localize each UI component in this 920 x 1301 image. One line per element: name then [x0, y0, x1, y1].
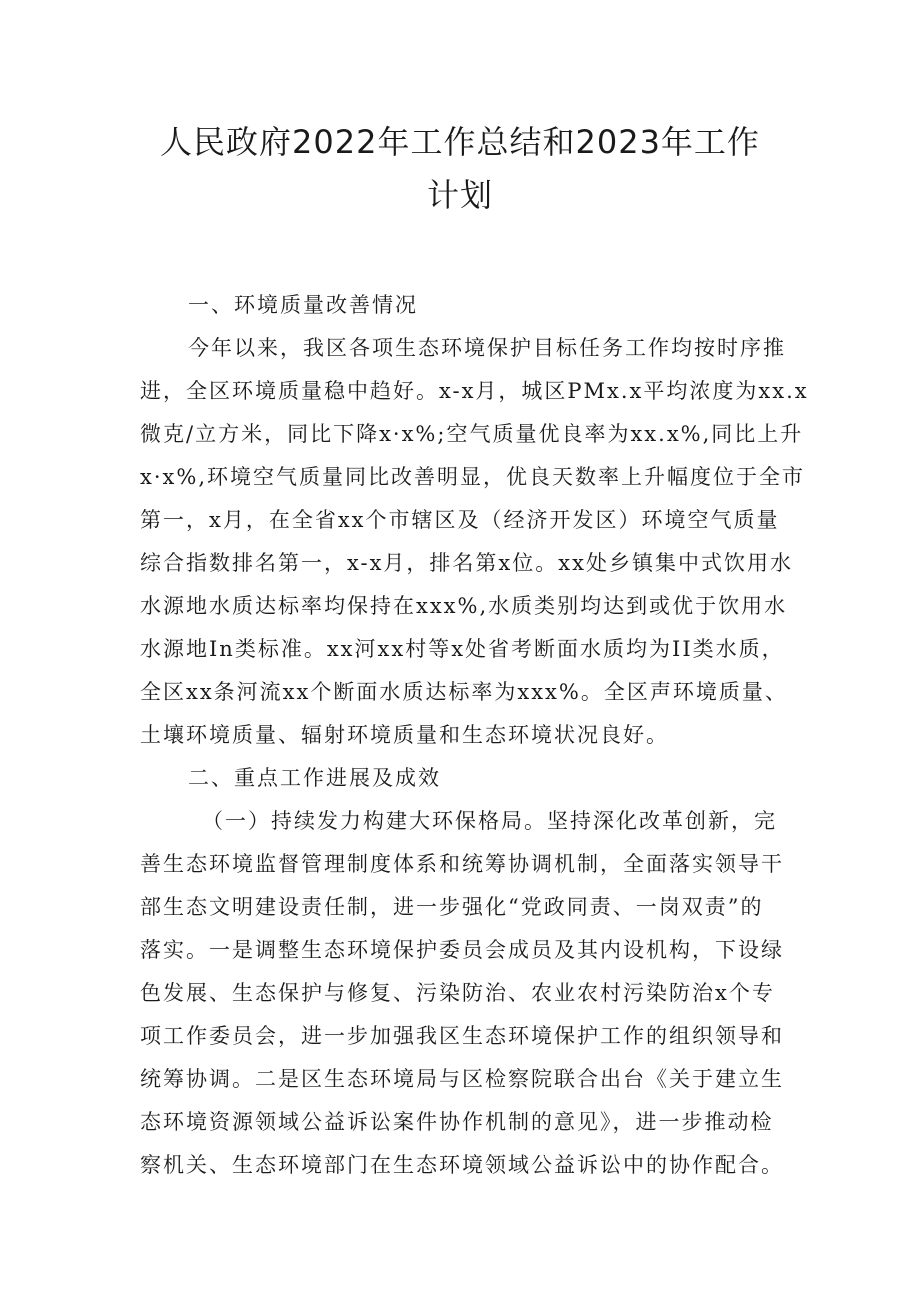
section-heading-key-work-progress: 二、重点工作进展及成效: [188, 766, 441, 790]
paragraph-line: 色发展、生态保护与修复、污染防治、农业农村污染防治x个专: [140, 981, 775, 1005]
paragraph-line: 落实。一是调整生态环境保护委员会成员及其内设机构，下设绿: [140, 938, 784, 962]
document-title-line-2: 计划: [426, 176, 493, 214]
section-heading-environment-quality: 一、环境质量改善情况: [188, 293, 418, 317]
paragraph-key-work-progress: [140, 800, 795, 1187]
paragraph-line: 综合指数排名第一，x-x月，排名第x位。xx处乡镇集中式饮用水: [140, 551, 793, 575]
paragraph-line: 部生态文明建设责任制，进一步强化“党政同责、一岗双责”的: [140, 895, 764, 919]
paragraph-line: x·x%,环境空气质量同比改善明显，优良天数率上升幅度位于全市: [140, 465, 805, 489]
paragraph-line: 全区xx条河流xx个断面水质达标率为xxx%。全区声环境质量、: [140, 680, 788, 704]
document-body: [140, 284, 809, 1187]
paragraph-line: 态环境资源领域公益诉讼案件协作机制的意见》，进一步推动检: [140, 1110, 774, 1134]
paragraph-environment-quality: [140, 327, 809, 757]
paragraph-line: 今年以来，我区各项生态环境保护目标任务工作均按时序推: [188, 336, 786, 360]
paragraph-line: 土壤环境质量、辐射环境质量和生态环境状况良好。: [140, 723, 669, 747]
paragraph-line: 水源地水质达标率均保持在xxx%,水质类别均达到或优于饮用水: [140, 594, 788, 618]
paragraph-line: 水源地In类标准。xx河xx村等x处省考断面水质均为II类水质，: [140, 637, 785, 661]
paragraph-line: 微克/立方米，同比下降x·x%;空气质量优良率为xx.x%,同比上升: [140, 422, 804, 446]
paragraph-line: 进，全区环境质量稳中趋好。x-x月，城区PMx.x平均浓度为xx.x: [140, 379, 809, 403]
paragraph-line: 察机关、生态环境部门在生态环境领域公益诉讼中的协作配合。: [140, 1153, 784, 1177]
paragraph-line: 项工作委员会，进一步加强我区生态环境保护工作的组织领导和: [140, 1024, 784, 1048]
document-title-line-1: 人民政府2022年工作总结和2023年工作: [160, 123, 760, 161]
paragraph-line: 善生态环境监督管理制度体系和统筹协调机制，全面落实领导干: [140, 852, 784, 876]
paragraph-line: 第一，x月，在全省xx个市辖区及（经济开发区）环境空气质量: [140, 508, 780, 532]
paragraph-line: 统筹协调。二是区生态环境局与区检察院联合出台《关于建立生: [140, 1067, 784, 1091]
paragraph-line: （一）持续发力构建大环保格局。坚持深化改革创新，完: [202, 809, 777, 833]
